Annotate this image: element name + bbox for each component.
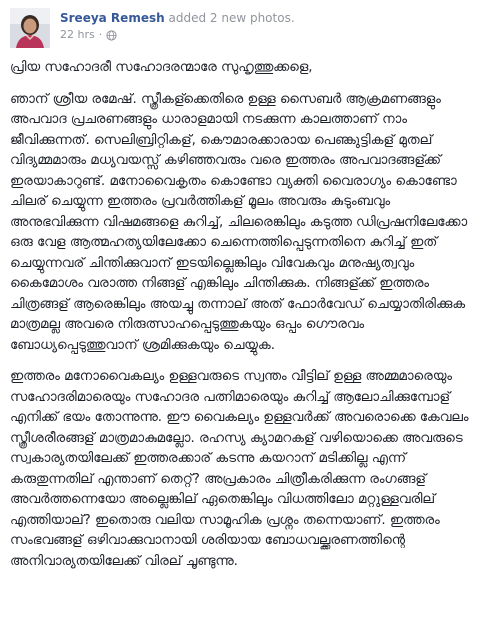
post-header: [10, 8, 490, 48]
globe-icon[interactable]: [106, 30, 117, 41]
post-action-text: added 2 new photos.: [168, 11, 295, 25]
profile-photo: [10, 8, 50, 48]
post-paragraph-main: ഞാന് ശ്രീയ രമേഷ്. സ്ത്രീകള്ക്കെതിരെ ഉള്ള സൈബർ ആക്രമണങ്ങളും അപവാദ പ്രചരണങ്ങളും ധാരാളമായി നടക്കുന്ന കാലത്താണ് നാം ജീവിക്കുന്നത്. സെലിബ്രിറ്റികള്, കൌമാരക്കാരായ പെണ്കുട്ടികള് മുതല് വിദ്യമ്മമാരും മധ്യവയസ്സ് കഴിഞ്ഞവരും വരെ ഇത്തരം അപവാദങ്ങള്ക്ക് ഇരയാകാറുണ്ട്. മനോവൈകൃതം കൊണ്ടോ വ്യക്തി വൈരാഗ്യം കൊണ്ടോ ചിലര് ചെയ്യുന്ന ഇത്തരം പ്രവർത്തികള് മൂലം അവരും കുടുംബവും അനുഭവിക്കുന്ന വിഷമങ്ങളെ കുറിച്ച്, ചിലരെങ്കിലും കടുത്ത ഡിപ്രഷനിലേക്കോ ഒരു വേള ആത്മഹത്യയിലേക്കോ ചെന്നെത്തിപ്പെടുന്നതിനെ കുറിച്ച് ഇത് ചെയ്യുന്നവര് ചിന്തിക്കുവാന് ഇടയില്ലെങ്കിലും വിവേകവും മനുഷ്യത്വവും കൈമോശം വരാത്ത നിങ്ങള് എങ്കിലും ചിന്തിക്കുക. നിങ്ങള്ക്ക് ഇത്തരം ചിത്രങ്ങള് ആരെങ്കിലും അയച്ചു തന്നാല് അത് ഫോർവേഡ് ചെയ്യാതിരിക്കുക മാത്രമല്ല അവരെ നിരുത്സാഹപ്പെടുത്തുകയും ഒപ്പം ഗൌരവം ബോധ്യപ്പെടുത്തുവാന് ശ്രമിക്കുകയും ചെയ്യുക.: [10, 91, 468, 353]
post-paragraph-closing: ഇത്തരം മനോവൈകല്യം ഉള്ളവരുടെ സ്വന്തം വീട്ടില് ഉള്ള അമ്മമാരെയും സഹോദരിമാരെയും സഹോദര പത്നിമാരെയും കുറിച്ച് ആലോചിക്കുമ്പോള് എനിക്ക് ഭയം തോന്നുന്നു. ഈ വൈകല്യം ഉള്ളവർക്ക് അവരൊക്കെ കേവലം സ്ത്രീശരീരങ്ങള് മാത്രമാകുമല്ലോ. രഹസ്യ ക്യാമറകള് വഴിയൊക്കെ അവരുടെ സ്വകാര്യതയിലേക്ക് ഇത്തരക്കാര് കടന്നു കയറാന് മടിക്കില്ല എന്ന് കരുതുന്നതില് എന്താണ് തെറ്റ്? അപ്രകാരം ചിത്രീകരിക്കുന്ന രംഗങ്ങള് അവർത്തന്നെയോ അല്ലെങ്കില് ഏതെങ്കിലും വിധത്തിലോ മറ്റുള്ളവരില് എത്തിയാല്? ഇതൊരു വലിയ സാമൂഹിക പ്രശ്നം തന്നെയാണ്. ഇത്തരം സംഭവങ്ങള് ഒഴിവാക്കുവാനായി ശരിയായ ബോധവല്ക്കരണത്തിന്റെ അനിവാര്യതയിലേക്ക് വിരല് ചൂണ്ടുന്നു.: [10, 369, 469, 569]
meta-separator: ·: [98, 28, 103, 41]
header-text: [60, 10, 480, 42]
avatar[interactable]: [10, 8, 50, 48]
post-paragraph-greeting: പ്രിയ സഹോദരീ സഹോദരന്മാരേ സുഹൃത്തുക്കളെ,: [10, 60, 313, 75]
post-meta: [60, 28, 480, 42]
post-body: [10, 58, 480, 583]
post-timestamp[interactable]: 22 hrs: [60, 28, 95, 41]
author-name-link[interactable]: Sreeya Remesh: [60, 11, 165, 25]
header-title-line: [60, 10, 480, 26]
